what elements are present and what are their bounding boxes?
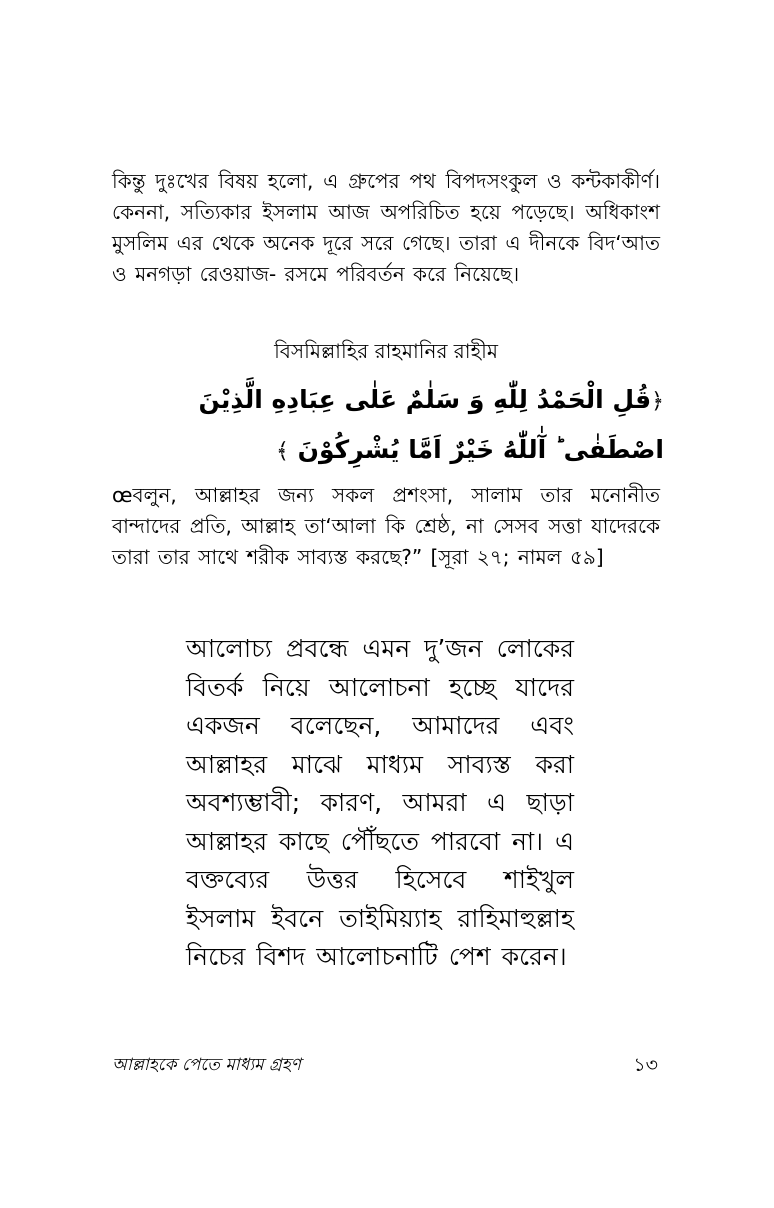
- summary-paragraph: আলোচ্য প্রবন্ধে এমন দু’জন লোকের বিতর্ক নিয়ে আলোচনা হচ্ছে যাদের একজন বলেছেন, আমাদের এবং আল্লাহর মাঝে মাধ্যম সাব্যস্ত করা অবশ্যম্ভাবী; কারণ, আমরা এ ছাড়া আল্লাহর কাছে পৌঁছতে পারবো না। এ বক্তব্যের উত্তর হিসেবে শাইখুল ইসলাম ইবনে তাইমিয়্যাহ রাহিমাহুল্লাহ নিচের বিশদ আলোচনাটি পেশ করেন।: [186, 634, 574, 971]
- verse-close-ornament: ﴾: [276, 439, 289, 464]
- intro-paragraph: কিন্তু দুঃখের বিষয় হলো, এ গ্রুপের পথ বিপদসংকুল ও কন্টকাকীর্ণ। কেননা, সত্যিকার ইসলাম আজ অপরিচিত হয়ে পড়েছে। অধিকাংশ মুসলিম এর থেকে অনেক দূরে সরে গেছে। তারা এ দীনকে বিদ‘আত ও মনগড়া রেওয়াজ- রসমে পরিবর্তন করে নিয়েছে।: [112, 169, 660, 286]
- running-footer-title: আল্লাহকে পেতে মাধ্যম গ্রহণ: [112, 1055, 301, 1075]
- quran-verse: [108, 376, 664, 476]
- bismillah-heading: বিসমিল্লাহির রাহমানির রাহীম: [274, 339, 498, 363]
- verse-translation: œবলুন, আল্লাহর জন্য সকল প্রশংসা, সালাম তার মনোনীত বান্দাদের প্রতি, আল্লাহ তা‘আলা কি শ্রেষ্ঠ, না সেসব সত্তা যাদেরকে তারা তার সাথে শরীক সাব্যস্ত করছে?” [সূরা ২৭; নামল ৫৯]: [112, 483, 660, 569]
- verse-open-ornament: ﴿: [651, 389, 664, 414]
- verse-arabic-text: قُلِ الْحَمْدُ لِلّٰهِ وَ سَلٰمٌ عَلٰى عِبَادِهِ الَّذِيْنَ اصْطَفٰى ؕ آٰللّٰهُ خَيْرٌ اَمَّا يُشْرِكُوْنَ: [198, 385, 664, 464]
- page-number: ১৩: [633, 1054, 658, 1076]
